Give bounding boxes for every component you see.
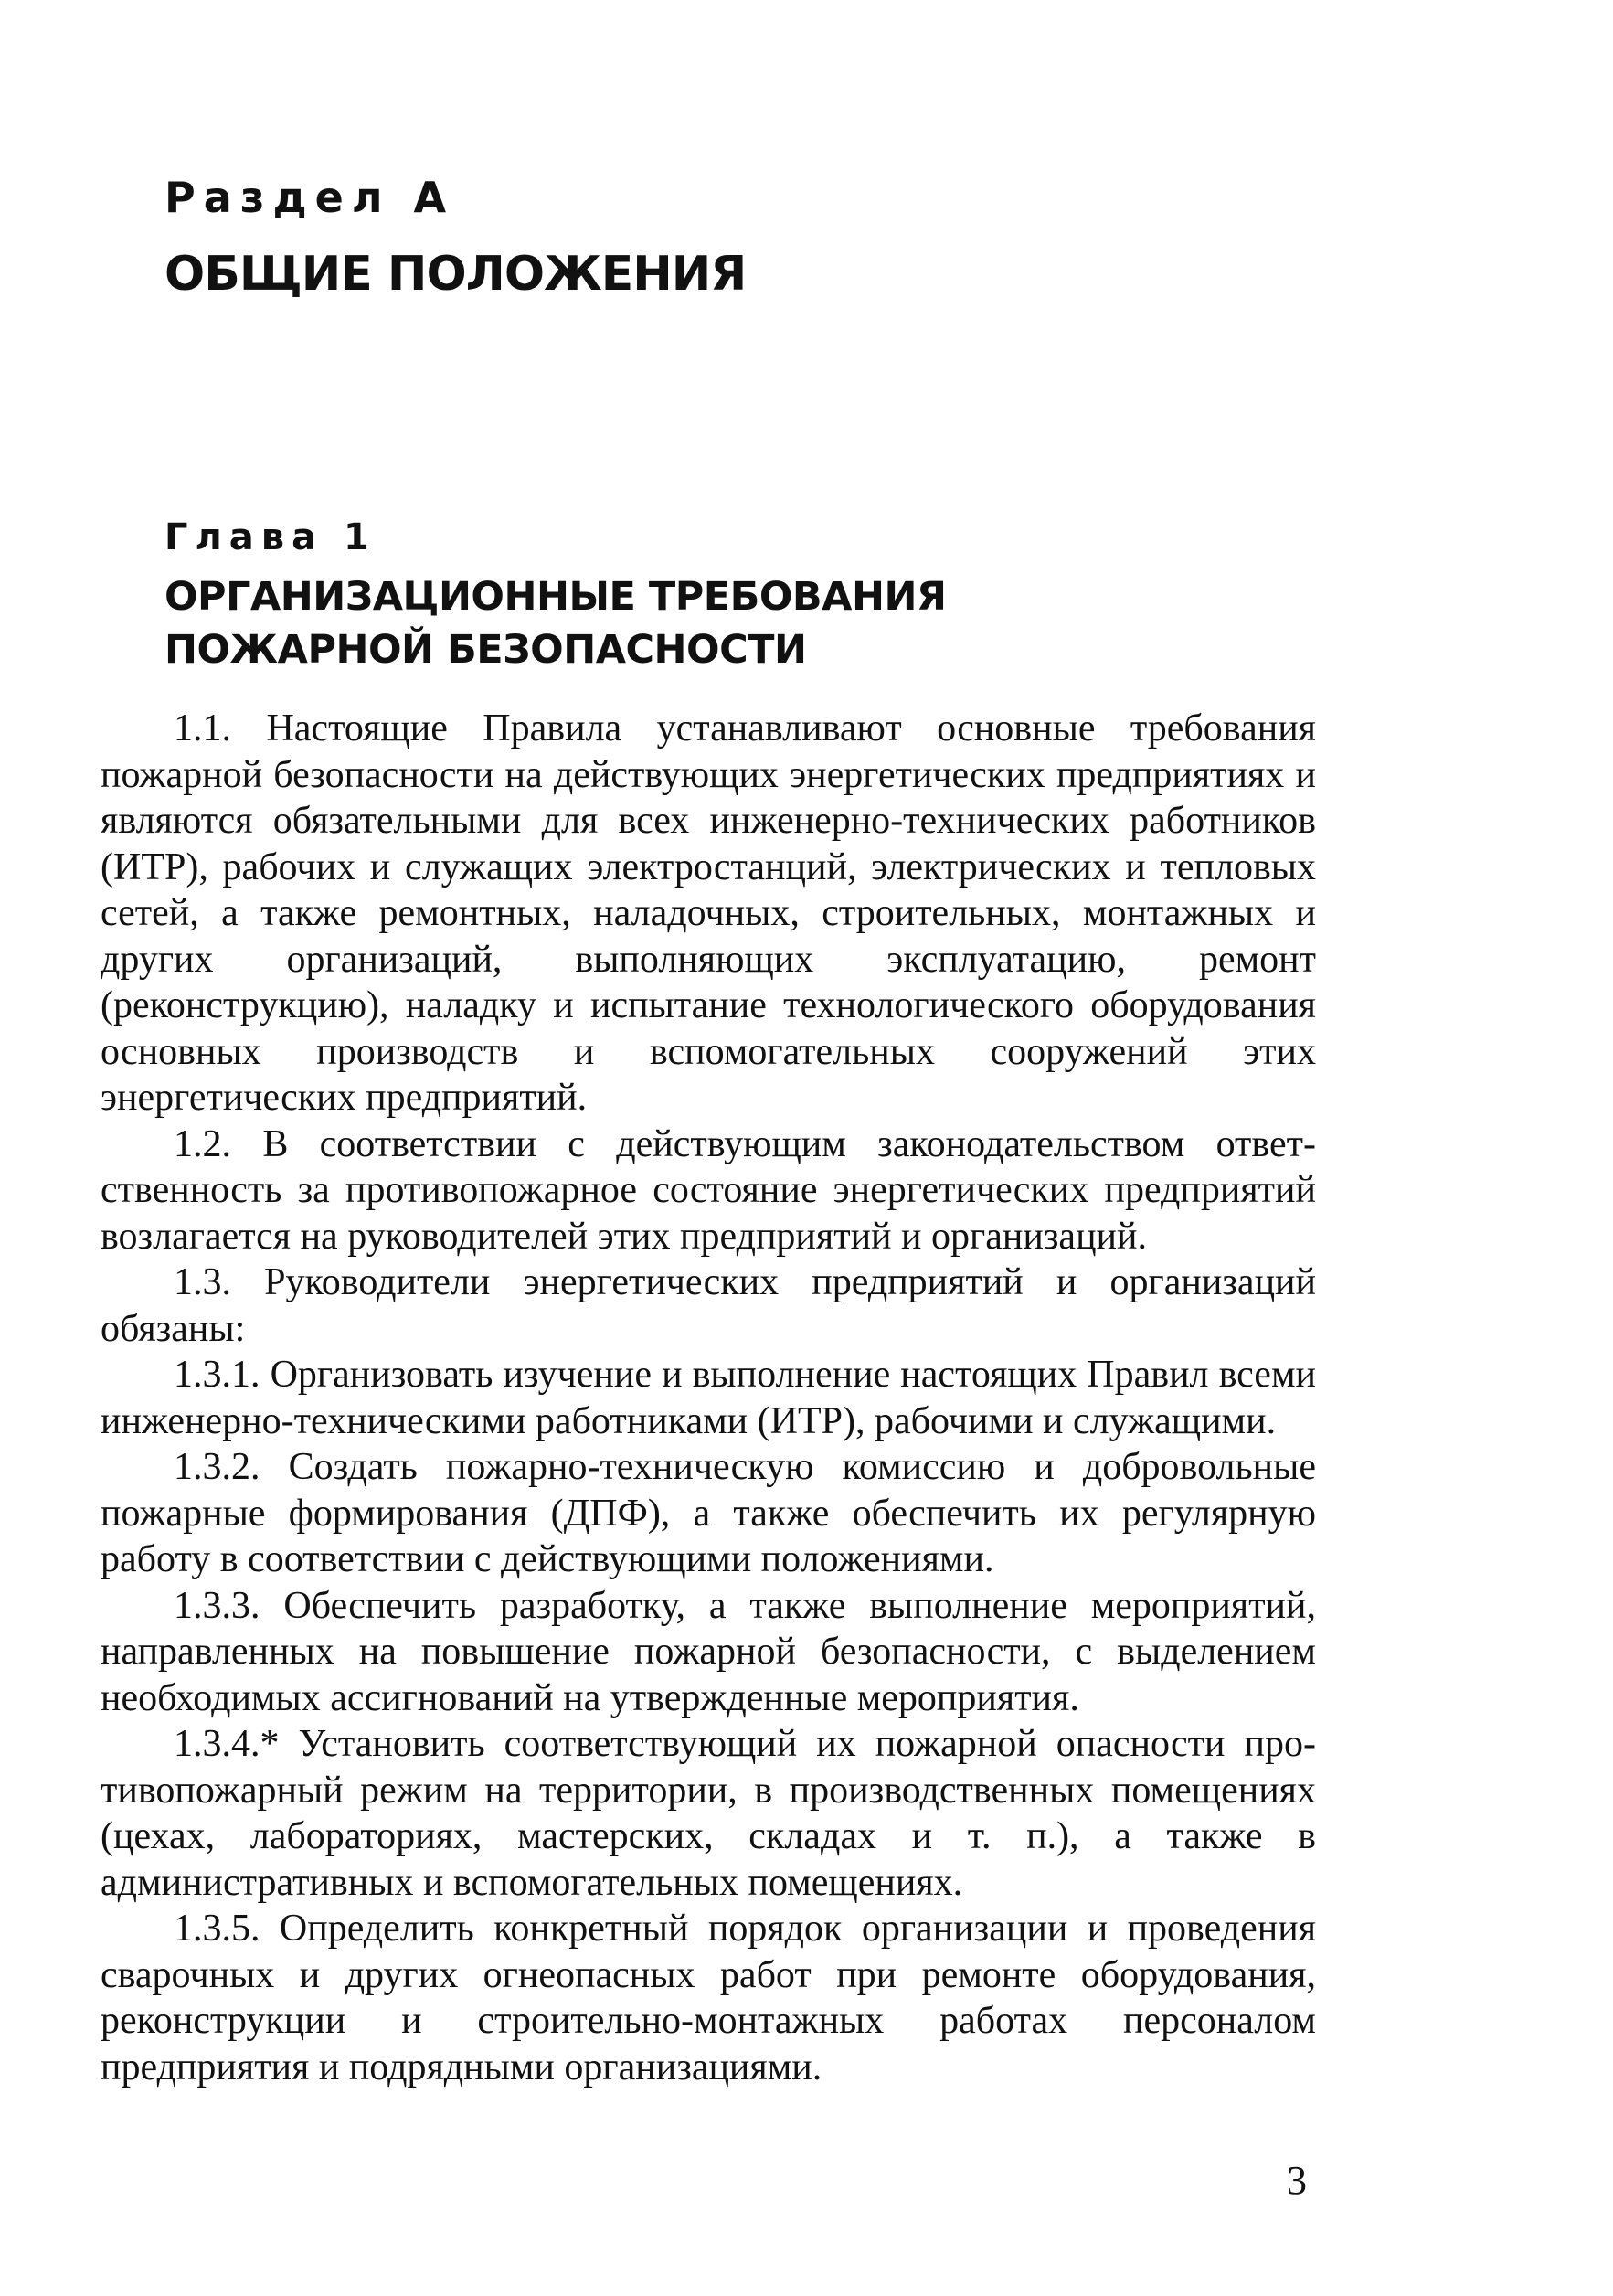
paragraph-number: 1.3.5. <box>174 1908 260 1950</box>
chapter-title-line-2: ПОЖАРНОЙ БЕЗОПАСНОСТИ <box>164 627 807 673</box>
paragraph-1-3-2 <box>101 1444 1316 1583</box>
paragraph-text: Обеспечить разработку, а также выполнение мероприятий, направленных на повышение пожарной безопасности, с выделением необходимых ассигнований на утвержденные мероприятия. <box>101 1584 1317 1719</box>
paragraph-1-3-5 <box>101 1906 1316 2090</box>
section-title: ОБЩИЕ ПОЛОЖЕНИЯ <box>164 247 747 302</box>
paragraph-text: Создать пожарно-техническую комиссию и добровольные пожарные формирования (ДПФ), а также обеспечить их регулярную работу в соответствии с действующими положениями. <box>101 1446 1316 1580</box>
chapter-title <box>164 570 1462 676</box>
paragraph-1-1 <box>101 706 1316 1121</box>
paragraph-number: 1.2. <box>174 1122 231 1165</box>
paragraph-1-2 <box>101 1121 1316 1260</box>
paragraph-text: Руководители энергетических предприятий и организаций обязаны: <box>101 1261 1317 1350</box>
paragraph-1-3-3 <box>101 1583 1316 1722</box>
paragraph-number: 1.3.3. <box>174 1584 260 1627</box>
paragraph-text: Организовать изучение и выполнение настоящих Правил всеми инженерно-техническими работниками (ИТР), рабочими и служащими. <box>101 1354 1316 1442</box>
section-label: Раздел А <box>164 173 455 222</box>
paragraph-number: 1.3.2. <box>174 1446 260 1488</box>
page-number: 3 <box>1287 2158 1307 2203</box>
paragraph-number: 1.3. <box>174 1261 231 1303</box>
paragraph-text: В соответствии с действующим законодательством ответственность за противопожарное состояние энергетических предприятий возлагается на руководителей этих предприятий и организаций. <box>101 1122 1316 1258</box>
paragraph-number: 1.1. <box>174 707 231 749</box>
paragraph-1-3 <box>101 1260 1316 1352</box>
paragraph-number: 1.3.1. <box>174 1354 260 1396</box>
paragraph-text: Установить соответствующий их пожарной опасности противопожарный режим на территории, в производственных помещениях (цехах, лабораториях, мастерских, складах и т. п.), а также в административных и вспомогательных помещениях. <box>101 1723 1316 1904</box>
paragraph-text: Определить конкретный порядок организации и проведения сварочных и других огнеопасных работ при ремонте оборудования, реконструкции и строительно-монтажных работах персоналом предприятия и подрядными организациями. <box>101 1908 1317 2089</box>
paragraph-1-3-4 <box>101 1721 1316 1906</box>
paragraph-number: 1.3.4.* <box>174 1723 280 1765</box>
paragraph-1-3-1 <box>101 1352 1316 1444</box>
chapter-title-line-1: ОРГАНИЗАЦИОННЫЕ ТРЕБОВАНИЯ <box>164 574 947 620</box>
body-text <box>101 706 1316 2090</box>
chapter-label: Глава 1 <box>164 516 377 558</box>
paragraph-text: Настоящие Правила устанавливают основные требования пожарной безопасности на действующих энергетических предприятиях и являются обязательными для всех инженерно-технических работников (ИТР), рабочих и служащих электростанций, электрических и тепловых сетей, а также ремонтных, наладочных, строительных, монтажных и других организаций, выполняющих эксплуатацию, ремонт (реконструкцию), наладку и испытание технологического оборудования основных производств и вспомогательных сооружений этих энергетических предприятий. <box>101 707 1316 1119</box>
